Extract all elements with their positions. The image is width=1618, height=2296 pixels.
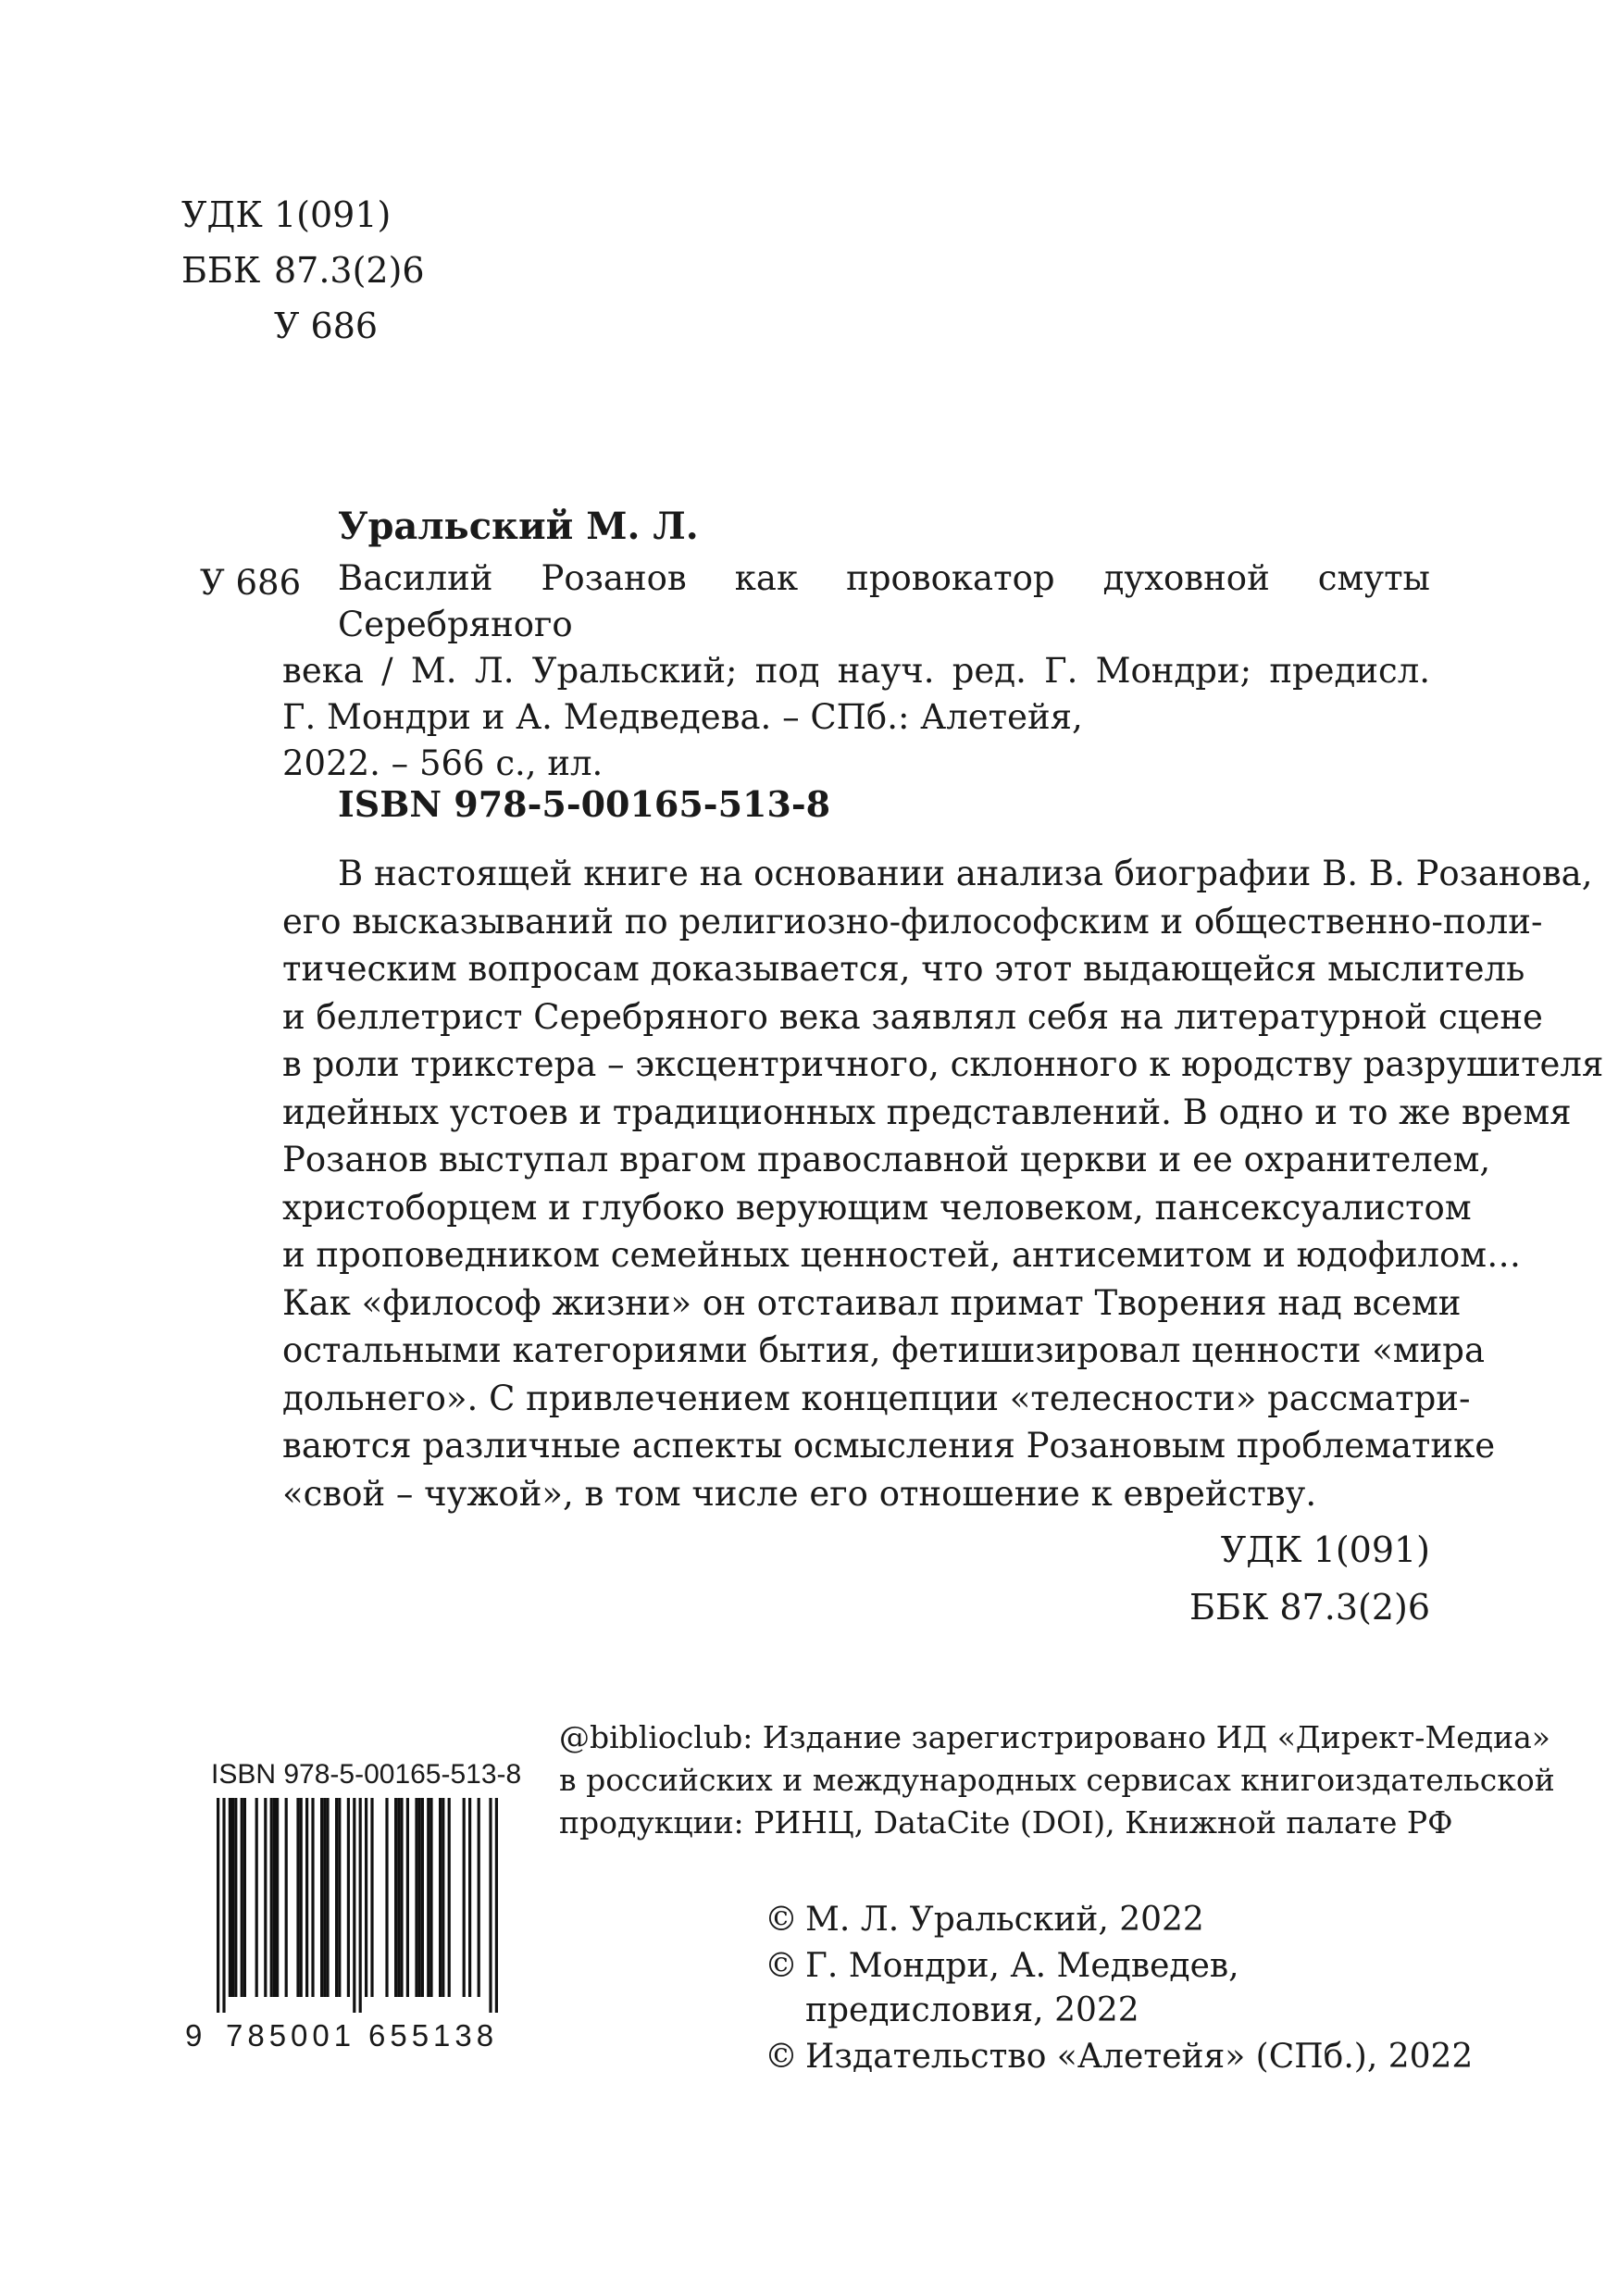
barcode-bar — [463, 1798, 466, 1997]
barcode-bar — [406, 1798, 409, 1997]
entry-shelf-mark: У 686 — [200, 563, 302, 603]
barcode-bar — [311, 1798, 314, 1997]
barcode-bar — [415, 1798, 417, 1997]
abstract-line: христоборцем и глубоко верующим человеком, пансексуалистом — [282, 1187, 1472, 1228]
barcode-bar — [400, 1798, 403, 1997]
abstract-line: его высказываний по религиозно-философским и общественно-поли- — [282, 901, 1543, 942]
barcode-bar — [326, 1798, 329, 1997]
barcode-bar — [243, 1798, 246, 1997]
barcode-digits-left: 785001 — [226, 2018, 356, 2053]
barcode-bar — [353, 1798, 355, 2013]
copyright-line — [765, 1989, 1139, 2033]
barcode-bar — [300, 1798, 303, 1997]
publisher-note-line: @biblioclub: Издание зарегистрировано ИД «Директ-Медиа» — [559, 1719, 1550, 1755]
barcode-bar — [255, 1798, 258, 1997]
abstract-line: идейных устоев и традиционных представлений. В одно и то же время — [282, 1092, 1572, 1132]
barcode-bar — [495, 1798, 498, 2013]
barcode-bar — [397, 1798, 400, 1997]
copyright-line — [765, 1898, 1204, 1942]
barcode-bar — [442, 1798, 444, 1997]
abstract-line: ваются различные аспекты осмысления Розановым проблематике — [282, 1426, 1496, 1466]
barcode-bar — [394, 1798, 397, 1997]
publisher-note-line: продукции: РИНЦ, DataCite (DOI), Книжной палате РФ — [559, 1804, 1453, 1841]
entry-line: века / М. Л. Уральский; под науч. ред. Г. Мондри; предисл. — [282, 651, 1430, 691]
barcode-bar — [320, 1798, 323, 1997]
barcode-bar — [421, 1798, 424, 1997]
barcode-bar — [285, 1798, 288, 1997]
copyright-symbol: © — [765, 2038, 798, 2076]
publisher-note — [559, 1716, 1555, 1844]
copyright-text: Г. Мондри, А. Медведев, — [805, 1947, 1239, 1985]
barcode-isbn: ISBN 978-5-00165-513-8 — [211, 1759, 522, 1790]
udk-bottom: УДК 1(091) — [1220, 1529, 1430, 1570]
entry-author: Уральский М. Л. — [338, 505, 699, 548]
publisher-note-line: в российских и международных сервисах книгоиздательской — [559, 1762, 1555, 1798]
barcode-bar — [347, 1798, 350, 1997]
udk-row — [181, 194, 391, 235]
barcode-bar — [273, 1798, 276, 1997]
copyright-text: Издательство «Алетейя» (СПб.), 2022 — [805, 2038, 1474, 2076]
author-mark-row — [181, 306, 378, 346]
barcode-bar — [222, 1798, 225, 2013]
barcode-digits-right: 655138 — [368, 2018, 499, 2053]
abstract-line: Розанов выступал врагом православной церкви и ее охранителем, — [282, 1140, 1491, 1179]
bbk-row — [181, 250, 425, 291]
barcode-bar — [429, 1798, 432, 1997]
barcode-bar — [234, 1798, 237, 1997]
barcode-bar — [217, 1798, 219, 2013]
barcode-bar — [264, 1798, 267, 1997]
copyright-symbol: © — [765, 1901, 798, 1939]
barcode-bar — [229, 1798, 231, 1997]
barcode-bar — [270, 1798, 273, 1997]
barcode-bar — [365, 1798, 367, 1997]
udk-label: УДК — [181, 194, 263, 235]
barcode-image — [209, 1798, 515, 2015]
author-mark: У 686 — [274, 306, 379, 346]
abstract — [282, 850, 1604, 1517]
entry-line: Василий Розанов как провокатор духовной смуты Серебряного — [338, 558, 1430, 644]
barcode-bar — [231, 1798, 234, 1997]
abstract-line: дольнего». С привлечением концепции «телесности» рассматри- — [282, 1378, 1471, 1418]
barcode-bar — [305, 1798, 308, 1997]
abstract-line: в роли трикстера – эксцентричного, склонного к юродству разрушителя — [282, 1044, 1604, 1084]
bbk-value: 87.3(2)6 — [274, 250, 425, 291]
barcode-bar — [335, 1798, 338, 1997]
entry-description — [282, 555, 1430, 787]
barcode-bar — [359, 1798, 362, 2013]
copyright-line — [765, 2035, 1473, 2079]
barcode-bar — [448, 1798, 451, 1997]
barcode-bar — [418, 1798, 421, 1997]
copyright-line — [765, 1944, 1239, 1989]
barcode-bar — [296, 1798, 299, 1997]
abstract-line: Как «философ жизни» он отстаивал примат Творения над всеми — [282, 1282, 1462, 1323]
copyright-text: предисловия, 2022 — [805, 1991, 1139, 2029]
barcode-bar — [338, 1798, 341, 1997]
barcode-bar — [323, 1798, 326, 1997]
copyright-symbol: © — [765, 1947, 798, 1985]
udk-value: 1(091) — [274, 194, 392, 235]
barcode-digit-first: 9 — [185, 2018, 203, 2053]
entry-line: 2022. – 566 с., ил. — [282, 743, 604, 783]
barcode-bar — [468, 1798, 471, 1997]
entry-isbn: ISBN 978-5-00165-513-8 — [338, 783, 831, 825]
entry-line: Г. Мондри и А. Медведева. – СПб.: Алетейя, — [282, 697, 1083, 737]
abstract-line: и проповедником семейных ценностей, антисемитом и юдофилом… — [282, 1235, 1522, 1275]
barcode-bar — [439, 1798, 442, 1997]
barcode-bar — [478, 1798, 480, 1997]
bbk-bottom: ББК 87.3(2)6 — [1189, 1587, 1430, 1628]
abstract-line: тическим вопросам доказывается, что этот выдающейся мыслитель — [282, 949, 1525, 989]
abstract-line: «свой – чужой», в том числе его отношение к еврейству. — [282, 1473, 1317, 1514]
barcode-bar — [276, 1798, 279, 1997]
copyright-text: М. Л. Уральский, 2022 — [805, 1901, 1204, 1939]
barcode-bar — [489, 1798, 492, 2013]
barcode-bar — [427, 1798, 429, 1997]
barcode-bar — [370, 1798, 373, 1997]
barcode-bar — [241, 1798, 243, 1997]
abstract-line: остальными категориями бытия, фетишизировал ценности «мира — [282, 1330, 1486, 1370]
abstract-line: и беллетрист Серебряного века заявлял себя на литературной сцене — [282, 996, 1543, 1037]
abstract-line: В настоящей книге на основании анализа биографии В. В. Розанова, — [338, 854, 1593, 893]
bbk-label: ББК — [181, 250, 261, 291]
barcode-bar — [385, 1798, 388, 1997]
